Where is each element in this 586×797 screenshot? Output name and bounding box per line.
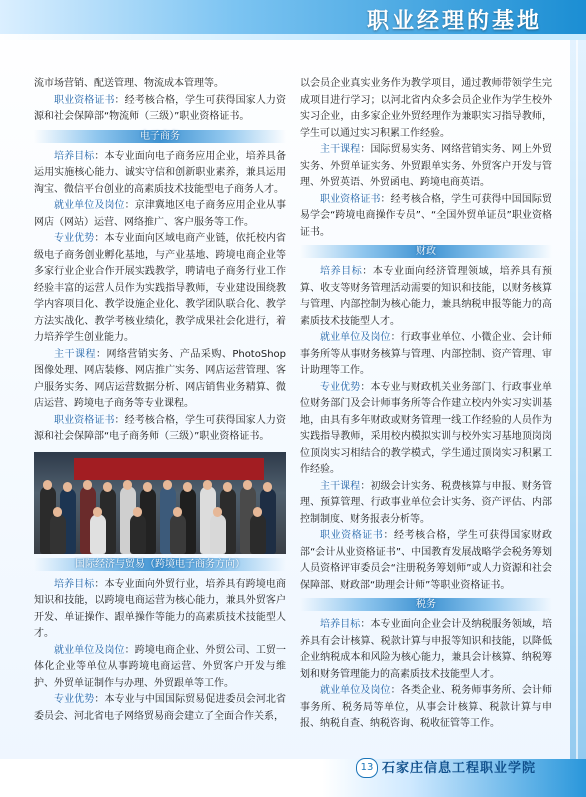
label: 职业资格证书	[320, 530, 384, 541]
person-head	[53, 507, 62, 517]
person-head	[173, 507, 182, 517]
section-title: 财政	[416, 246, 436, 257]
intl-courses	[300, 142, 552, 192]
section-bar-ecommerce	[34, 130, 286, 143]
text: ：初级会计实务、税费核算与申报、财务管理、预算管理、行政事业单位会计实务、资产评估、内部控制制度、财务报表分析等。	[300, 480, 553, 525]
person-head	[243, 480, 252, 490]
text: ：网络营销实务、产品采购、PhotoShop图像处理、网店装修、网店推广实务、网店运营管理、客户服务实务、网店运营数据分析、网店销售业务精算、微店运营、跨境电子商务等专业课程。	[34, 348, 287, 409]
text: ：经考核合格，学生可获得国家人力资源和社会保障部“物流师（三级）”职业资格证书。	[34, 94, 287, 122]
text: ：跨境电商企业、外贸公司、工贸一体化企业等单位从事跨境电商运营、外贸客户开发与维护、外贸单证制作与办理、外贸跟单等工作。	[34, 644, 287, 689]
intl-cert	[300, 192, 552, 242]
label: 就业单位及岗位	[320, 332, 391, 343]
label: 职业资格证书	[54, 94, 115, 106]
label: 主干课程	[54, 348, 96, 360]
logistics-intro: 流市场营销、配送管理、物流成本管理等。	[34, 78, 224, 89]
text: ：本专业面向企业会计及纳税服务领域，培养具有会计核算、税款计算与申报等知识和技能，以降低企业纳税成本和风险为核心能力，兼具会计核算、纳税筹划和财务管理能力的高素质技术技能型人才。	[300, 619, 553, 680]
header-title: 职业经理的基地	[366, 8, 542, 34]
person-head	[123, 480, 132, 490]
fin-courses	[300, 479, 552, 529]
label: 职业资格证书	[320, 193, 381, 205]
label: 主干课程	[320, 144, 361, 155]
logistics-cert	[34, 93, 286, 126]
section-title: 税务	[416, 599, 436, 610]
label: 就业单位及岗位	[320, 685, 391, 696]
text: ：各类企业、税务师事务所、会计师事务所、税务局等单位，从事会计核算、税款计算与申报、纳税自查、纳税咨询、税收征管等工作。	[300, 685, 553, 729]
person-head	[43, 480, 52, 490]
photo-banner	[74, 458, 264, 480]
page-number: 13	[356, 758, 378, 778]
label: 职业资格证书	[54, 414, 115, 426]
label: 培养目标	[320, 266, 363, 277]
label: 专业优势	[320, 381, 361, 393]
label: 培养目标	[54, 150, 95, 162]
text: ：本专业面向区域电商产业链，依托校内省级电子商务创业孵化基地，与产业基地、跨境电商企业等多家行业企业合作开展实践教学，聘请电子商务行业工作经验丰富的运营人员作为实践指导教师，专业建设围绕教学内容项目化、教学设施企业化、教学团队联合化、教学方法实战化、教学考核业绩化，教学成果社会化进行，着力培养学生创业能力。	[34, 233, 287, 343]
label: 专业优势	[54, 694, 95, 705]
ec-courses	[34, 347, 286, 413]
fin-advantage	[300, 380, 552, 479]
label: 就业单位及岗位	[54, 644, 125, 656]
person-head	[63, 482, 72, 492]
label: 培养目标	[54, 578, 95, 590]
label: 培养目标	[320, 619, 361, 630]
text: ：本专业与中国国际贸易促进委员会河北省委员会、河北省电子网络贸易商会建立了全面合作关系，	[34, 694, 287, 722]
person-figure	[90, 514, 106, 554]
text: ：本专业面向电子商务应用企业，培养具备运用实施核心能力、诚实守信和创新职业素养，兼具运用淘宝、微信平台创业的高素质技术技能型电子商务人才。	[34, 150, 287, 195]
ec-advantage	[34, 231, 286, 347]
person-figure	[210, 514, 226, 554]
person-head	[93, 507, 102, 517]
right-decorative-strip	[570, 40, 586, 770]
label: 主干课程	[320, 480, 361, 492]
school-name: 石家庄信息工程职业学院	[382, 761, 537, 776]
text: ：京津冀地区电子商务应用企业从事网店（网站）运营、网络推广、客户服务等工作。	[34, 200, 287, 228]
text: ：行政事业单位、小微企业、会计师事务所等从事财务核算与管理、内部控制、资产管理、审计助理等工作。	[300, 332, 553, 376]
person-head	[163, 480, 172, 490]
person-head	[223, 482, 232, 492]
ec-goal	[34, 149, 286, 199]
fin-cert	[300, 528, 552, 594]
section-title: 电子商务	[140, 130, 180, 142]
label: 就业单位及岗位	[54, 200, 125, 211]
label: 专业优势	[54, 233, 95, 244]
person-head	[83, 480, 92, 490]
text: ：本专业面向经济管理领域，培养具有预算、收支等财务管理活动需要的知识和技能，以财务核算与管理、内部控制为核心能力，兼具纳税申报等能力的高素质技术技能型人才。	[300, 266, 553, 327]
person-figure	[250, 514, 266, 554]
group-photo	[34, 452, 286, 554]
person-head	[133, 507, 142, 517]
text: ：本专业与财政机关业务部门、行政事业单位财务部门及会计师事务所等合作建立校内外实习实训基地，由具有多年财政或财务管理一线工作经验的人员作为实践指导教师，采用校内模拟实训与校外实习基地顶岗岗位顶岗实习相结合的教学模式，学生通过顶岗实习积累工作经验。	[300, 381, 553, 475]
fin-goal	[300, 264, 552, 330]
text: ：经考核合格，学生可获得国家财政部“会计从业资格证书”、中国教育发展战略学会税务筹划人员资格评审委员会“注册税务筹划师”或人力资源和社会保障部、财政部“助理会计师”等职业资格证书。	[300, 530, 553, 591]
person-head	[143, 482, 152, 492]
intl-advantage-cont: 以会员企业真实业务作为教学项目，通过教师带领学生完成项目进行学习；以河北省内众多会员企业作为学生校外实习企业，由多家企业外贸经理作为兼职实习指导教师，学生可以通过实习积累工作经验。	[300, 78, 552, 139]
fin-jobs	[300, 330, 552, 380]
person-head	[263, 482, 272, 492]
person-figure	[130, 514, 146, 554]
person-head	[203, 480, 212, 490]
person-head	[183, 482, 192, 492]
text: ：本专业面向外贸行业，培养具有跨境电商知识和技能，以跨境电商运营为核心能力，兼具外贸客户开发、单证操作、跟单操作等能力的高素质技术技能型人才。	[34, 578, 287, 639]
tax-jobs	[300, 683, 552, 733]
left-column	[34, 76, 286, 725]
person-head	[103, 482, 112, 492]
section-bar-tax	[300, 598, 552, 611]
section-title: 国际经济与贸易（跨境电子商务方向）	[75, 558, 245, 570]
right-column	[300, 76, 552, 733]
person-figure	[50, 514, 66, 554]
ec-cert	[34, 413, 286, 446]
header-band	[0, 0, 586, 34]
tax-goal	[300, 617, 552, 683]
intl-advantage	[34, 692, 286, 725]
text: ：经考核合格，学生可获得国家人力资源和社会保障部“电子商务师（三级）”职业资格证书。	[34, 414, 287, 442]
person-head	[253, 507, 262, 517]
intl-goal	[34, 577, 286, 643]
text: ：经考核合格，学生可获得中国国际贸易学会“跨境电商操作专员”、“全国外贸单证员”职业资格证书。	[300, 193, 553, 238]
section-bar-finance	[300, 245, 552, 258]
person-figure	[170, 514, 186, 554]
section-bar-intl-trade	[34, 558, 286, 571]
intl-jobs	[34, 643, 286, 693]
text: ：国际贸易实务、网络营销实务、网上外贸实务、外贸单证实务、外贸跟单实务、外贸客户开发与管理、外贸英语、外贸函电、跨境电商英语。	[300, 144, 553, 188]
person-head	[213, 507, 222, 517]
ec-jobs	[34, 198, 286, 231]
